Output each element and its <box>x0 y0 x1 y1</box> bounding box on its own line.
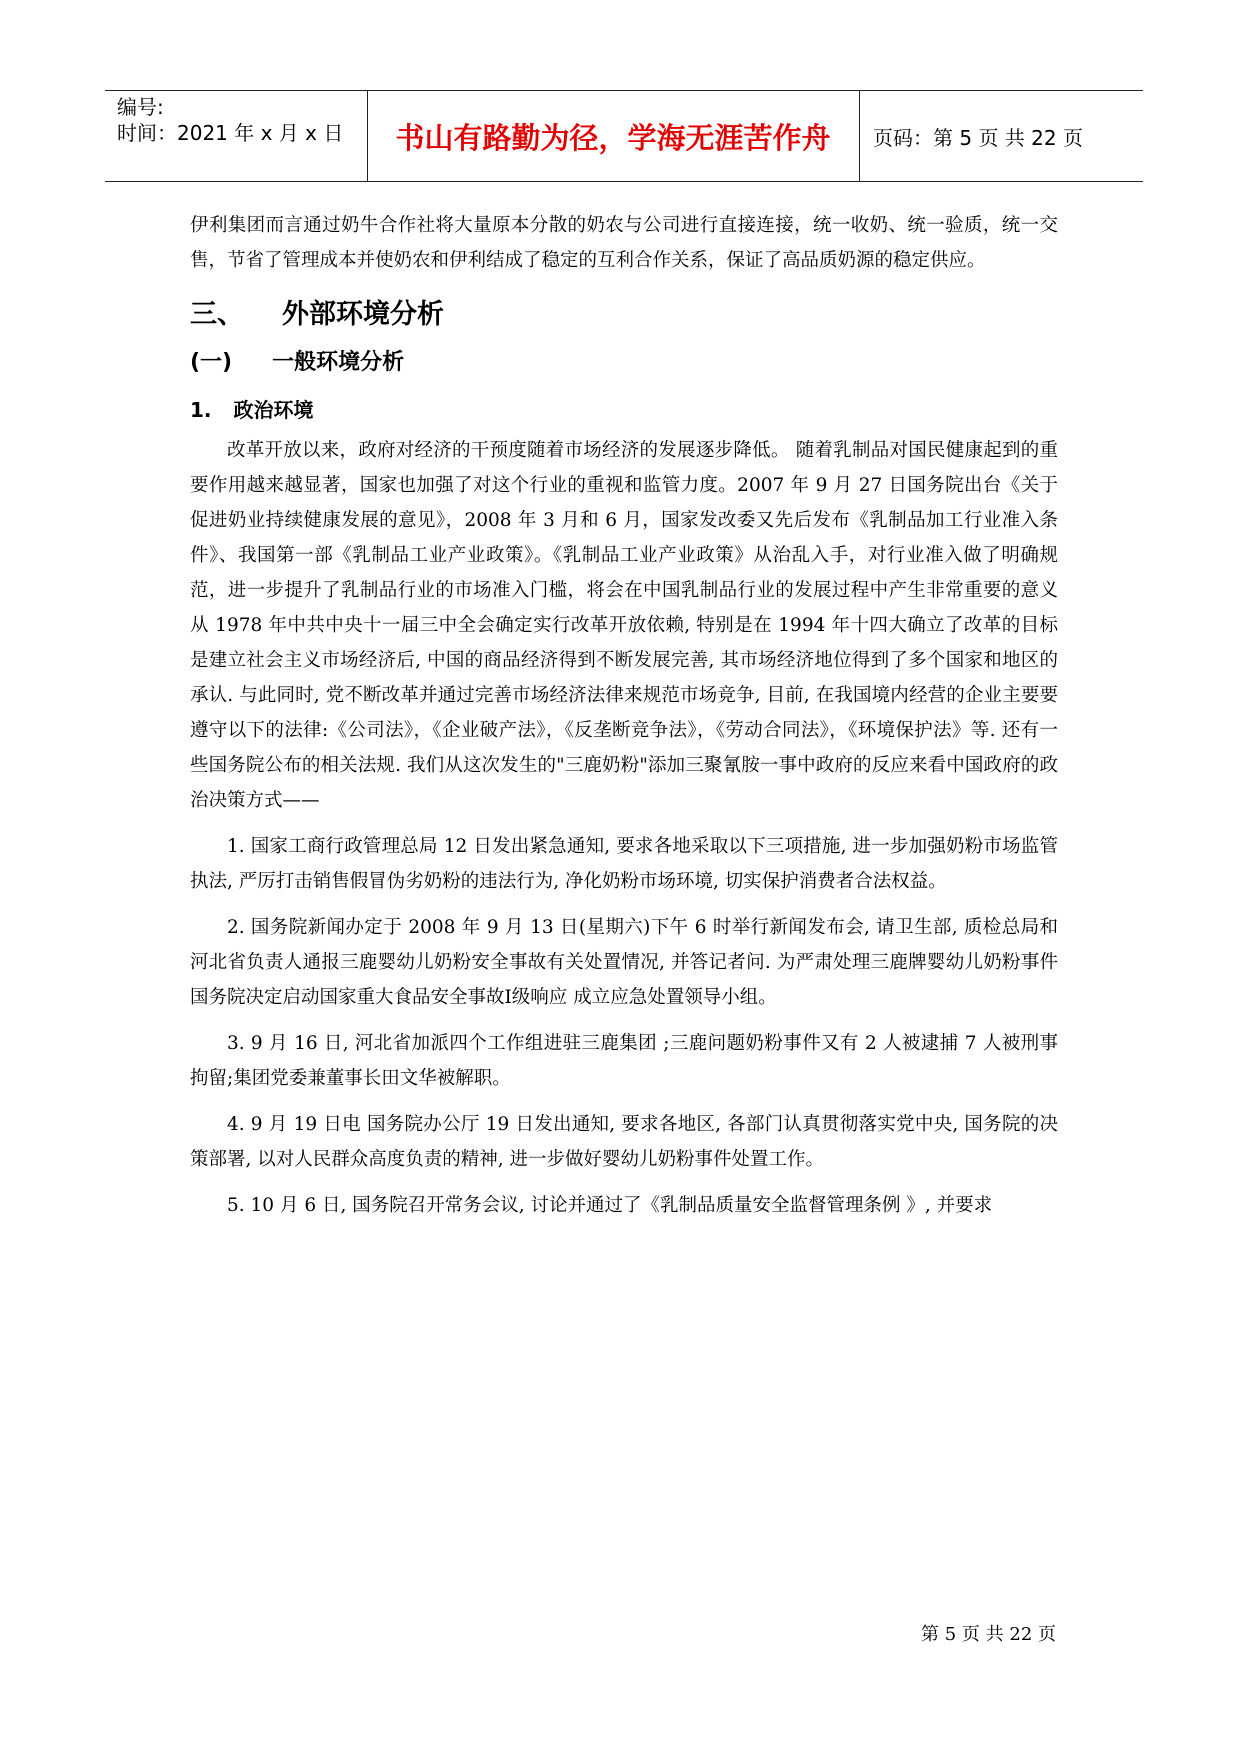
politics-paragraph: 改革开放以来，政府对经济的干预度随着市场经济的发展逐步降低。 随着乳制品对国民健康起到的重要作用越来越显著，国家也加强了对这个行业的重视和监管力度。2007 年 9 月 27 日国务院出台《关于促进奶业持续健康发展的意见》，2008 年 3 月和 6 月，国家发改委又先后发布《乳制品加工行业准入条件》、我国第一部《乳制品工业产业政策》。《乳制品工业产业政策》从治乱入手，对行业准入做了明确规范，进一步提升了乳制品行业的市场准入门槛，将会在中国乳制品行业的发展过程中产生非常重要的意义从 1978 年中共中央十一届三中全会确定实行改革开放依赖, 特别是在 1994 年十四大确立了改革的目标是建立社会主义市场经济后, 中国的商品经济得到不断发展完善, 其市场经济地位得到了多个国家和地区的承认. 与此同时, 党不断改革并通过完善市场经济法律来规范市场竞争, 目前, 在我国境内经营的企业主要要遵守以下的法律:《公司法》，《企业破产法》，《反垄断竞争法》，《劳动合同法》，《环境保护法》等. 还有一些国务院公布的相关法规. 我们从这次发生的"三鹿奶粉"添加三聚氰胺一事中政府的反应来看中国政府的政治决策方式—— <box>190 440 1058 811</box>
item-number: 1. <box>190 398 212 422</box>
header-right-cell <box>859 91 1143 181</box>
list-item: 3. 9 月 16 日, 河北省加派四个工作组进驻三鹿集团 ;三鹿问题奶粉事件又有 2 人被逮捕 7 人被刑事拘留;集团党委兼董事长田文华被解职。 <box>190 1033 1058 1089</box>
list-item: 4. 9 月 19 日电 国务院办公厅 19 日发出通知, 要求各地区, 各部门认真贯彻落实党中央, 国务院的决策部署, 以对人民群众高度负责的精神, 进一步做好婴幼儿奶粉事件处置工作。 <box>190 1114 1058 1170</box>
document-time-label: 时间：2021 年 x 月 x 日 <box>117 121 344 145</box>
subsection-title: 一般环境分析 <box>272 350 405 375</box>
document-body <box>190 208 1058 1223</box>
subsection-heading <box>190 345 1058 376</box>
item-heading <box>190 394 1058 423</box>
document-number-label: 编号: <box>117 95 164 119</box>
list-item: 5. 10 月 6 日, 国务院召开常务会议, 讨论并通过了《乳制品质量安全监督管理条例 》, 并要求 <box>227 1195 993 1216</box>
section-title: 外部环境分析 <box>282 299 444 330</box>
intro-paragraph: 伊利集团而言通过奶牛合作社将大量原本分散的奶农与公司进行直接连接，统一收奶、统一验质，统一交售，节省了管理成本并使奶农和伊利结成了稳定的互利合作关系，保证了高品质奶源的稳定供应。 <box>190 215 1058 271</box>
header-motto: 书山有路勤为径，学海无涯苦作舟 <box>395 120 831 155</box>
header-middle-cell <box>367 91 859 181</box>
item-title: 政治环境 <box>233 398 314 422</box>
list-item: 2. 国务院新闻办定于 2008 年 9 月 13 日(星期六)下午 6 时举行新闻发布会, 请卫生部, 质检总局和河北省负责人通报三鹿婴幼儿奶粉安全事故有关处置情况, 并答记者问. 为严肃处理三鹿牌婴幼儿奶粉事件 国务院决定启动国家重大食品安全事故Ⅰ级响应 成立应急处置领导小组。 <box>190 917 1058 1008</box>
page-footer: 第 5 页 共 22 页 <box>921 1624 1056 1645</box>
header-page-number: 页码：第 5 页 共 22 页 <box>873 125 1083 150</box>
subsection-number: (一) <box>190 350 233 375</box>
list-item: 1. 国家工商行政管理总局 12 日发出紧急通知, 要求各地采取以下三项措施, 进一步加强奶粉市场监管执法, 严厉打击销售假冒伪劣奶粉的违法行为, 净化奶粉市场环境, 切实保护消费者合法权益。 <box>190 836 1058 892</box>
header-left-cell <box>105 91 367 181</box>
document-header <box>105 90 1143 182</box>
section-heading <box>190 292 1058 331</box>
section-number: 三、 <box>190 299 244 330</box>
